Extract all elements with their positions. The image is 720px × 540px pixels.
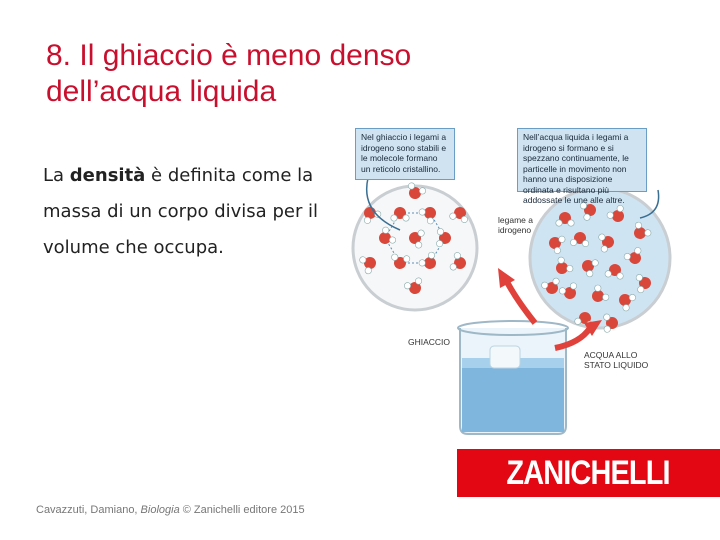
body-text [43,158,333,266]
body-prefix: La [43,165,70,186]
ice-label: GHIACCIO [408,337,451,347]
arrow-to-liquid [505,278,535,323]
footer-book: Biologia [140,504,180,516]
liquid-label: ACQUA ALLO STATO LIQUIDO [584,350,649,370]
body-suffix: è definita come la massa di un corpo divisa per il volume che occupa. [43,165,319,258]
ice-callout: Nel ghiaccio i legami a idrogeno sono stabili e le molecole formano un reticolo cristallino. [355,128,455,180]
zanichelli-logo: ZANICHELLI [457,449,720,497]
liquid-magnified-circle [530,188,670,328]
footer-publisher: © Zanichelli editore 2015 [179,504,305,516]
beaker [458,321,568,434]
footer-credit [36,504,305,516]
body-bold-term: densità [69,165,146,186]
footer-authors: Cavazzuti, Damiano, [36,504,141,516]
liquid-callout: Nell’acqua liquida i legami a idrogeno si formano e si spezzano continuamente, le particelle in movimento non hanno una disposizione ordinata e risultano più addossate le une alle altre. [517,128,647,192]
hbond-label: legame a idrogeno [498,215,533,235]
slide-title: 8. Il ghiaccio è meno denso dell’acqua liquida [46,39,412,108]
